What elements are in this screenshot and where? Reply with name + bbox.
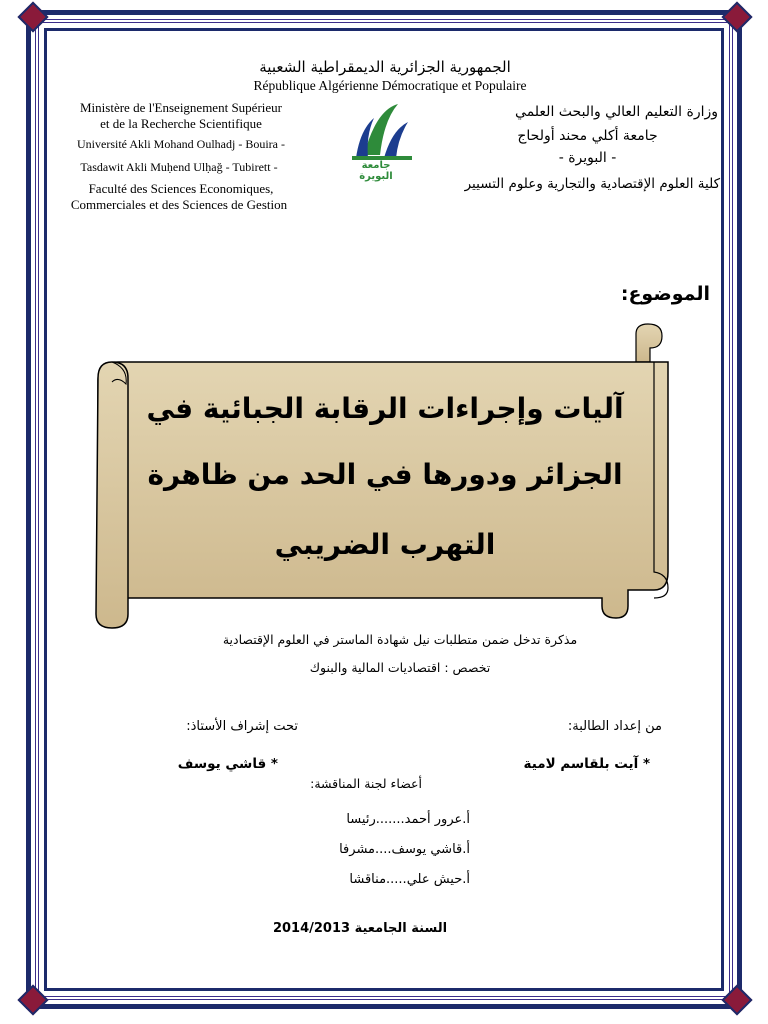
student-name: * آيت بلقاسم لامية [523, 756, 650, 772]
subject-label: الموضوع: [620, 283, 710, 305]
faculty-name-arabic: كلية العلوم الإقتصادية والتجارية وعلوم التسيير [464, 176, 720, 192]
university-name-arabic: جامعة أكلي محند أولحاج [517, 128, 658, 144]
memo-description: مذكرة تدخل ضمن متطلبات نيل شهادة الماستر في العلوم الإقتصادية [222, 632, 578, 647]
ministry-name-arabic: وزارة التعليم العالي والبحث العلمي [515, 104, 718, 120]
thesis-title-line-1: آليات وإجراءات الرقابة الجبائية في [146, 392, 624, 425]
university-name-berber: Tasdawit Akli Muḥend Ulḥağ - Tubirett - [80, 160, 278, 174]
jury-member: أ.قاشي يوسف....مشرفا [339, 842, 470, 857]
specialty-line: تخصص : اقتصاديات المالية والبنوك [309, 660, 491, 675]
jury-member: أ.عرور أحمد.......رئيسا [346, 812, 470, 827]
logo-caption: جامعة البويرة [359, 160, 393, 182]
university-name-french: Université Akli Mohand Oulhadj - Bouira - [77, 137, 285, 151]
faculty-line-2: Commerciales et des Sciences de Gestion [70, 197, 288, 212]
ministry-line-2: et de la Recherche Scientifique [100, 116, 262, 131]
prepared-by-label: من إعداد الطالبة: [567, 719, 662, 734]
university-logo [336, 100, 426, 180]
city-name-arabic: - البويرة - [558, 150, 617, 166]
ministry-line-1: Ministère de l'Enseignement Supérieur [80, 100, 282, 115]
republic-name-french: République Algérienne Démocratique et Populaire [253, 78, 527, 93]
supervisor-name: * قاشي يوسف [177, 756, 278, 772]
republic-name-arabic: الجمهورية الجزائرية الديمقراطية الشعبية [259, 58, 511, 76]
academic-year: السنة الجامعية 2014/2013 [272, 921, 448, 936]
thesis-title-line-2: الجزائر ودورها في الحد من ظاهرة [147, 458, 623, 491]
jury-member: أ.حيش علي.....مناقشا [349, 872, 470, 887]
thesis-title-line-3: التهرب الضريبي [274, 528, 496, 561]
faculty-line-1: Faculté des Sciences Economiques, [88, 181, 274, 196]
jury-label: أعضاء لجنة المناقشة: [310, 776, 422, 791]
supervised-by-label: تحت إشراف الأستاذ: [186, 719, 298, 734]
